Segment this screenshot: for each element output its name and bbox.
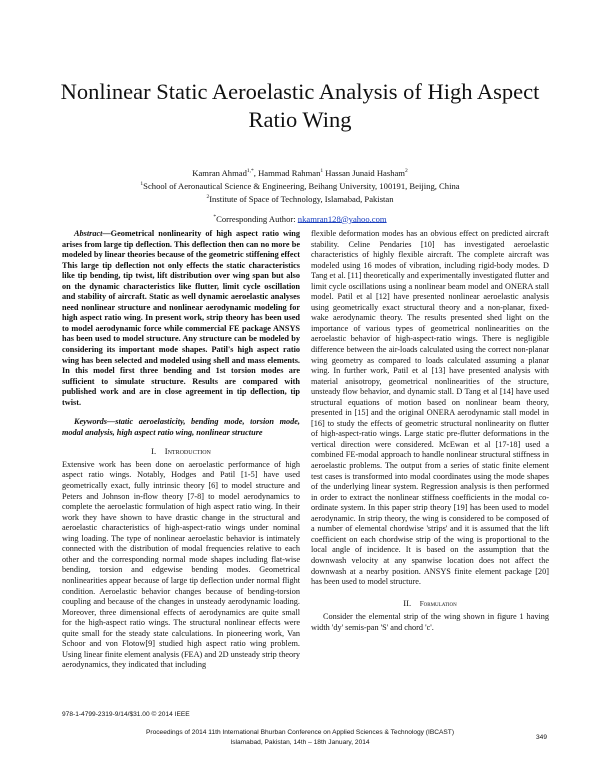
intro-paragraph-right: flexible deformation modes has an obvious effect on predicted aircraft stability. Celine Pendaries [10] has investigated aeroelastic characteristics of highly flexible aircraft. The complete aircraft was modeled using 16 modes of vibration, including rigid-body modes. D Tang et al. [11] theoretically and experimentally investigated flutter and limit cycle oscillations using a nonlinear beam model and ONERA stall model. Patil et al [12] have presented nonlinear aeroelastic analysis using geometrically exact structural theory and a non-planar, fixed-wake aerodynamic theory. The results presented shed light on the importance of various types of geometrical nonlinearities on the aeroelastic behavior of high-aspect-ratio wings. There is negligible difference between the air-loads calculated using the correct non-planar wing geometry as compared to loads calculated assuming a planar wing. In further work, Patil et al [13] have presented analysis with material anisotropy, geometrical nonlinearities of the structure, unsteady flow behavior, and dynamic stall. D Tang et al [14] have used structural equations of motion based on nonlinear beam theory, presented in [15] and the original ONERA aerodynamic stall model in [16] to study the effects of geometric structural nonlinearity on flutter of high-aspect-ratio wings. Large static pre-flutter deformations in the vertical direction were considered. McEwan et al [17-18] used a combined FE-modal approach to handle nonlinear structural stiffness in aeroelastic problems. The output from a series of static finite element test cases is transformed into modal coordinates using the mode shapes of the underlying linear system. Regression analysis is then performed in order to extract the nonlinear stiffness coefficients in the modal co-ordinate system. In this paper strip theory [19] has been used to model aerodynamic. In strip theory, the wing is considered to be composed of a number of elemental chordwise 'strips' and it is assumed that the lift coefficient on each chordwise strip of the wing is proportional to the local angle of incidence. It is based on the assumption that the downwash velocity at any spanwise location does not affect the downwash at a nearby position. ANSYS finite element package [20] has been used to model structure. xyxy=(311,229,549,587)
section-heading-introduction xyxy=(62,446,300,457)
formulation-paragraph: Consider the elemental strip of the wing shown in figure 1 having width 'dy' semis-pan 'S' and chord 'c'. xyxy=(311,612,549,632)
paper-title: Nonlinear Static Aeroelastic Analysis of High Aspect Ratio Wing xyxy=(60,79,540,132)
author-1-sup: 1,* xyxy=(246,168,254,174)
left-column xyxy=(62,229,300,671)
abstract-label: Abstract xyxy=(74,229,103,238)
keywords: Keywords—static aeroelasticity, bending mode, torsion mode, modal analysis, high aspect ratio wing, nonlinear structure xyxy=(62,417,300,437)
author-2: , Hammad Rahman xyxy=(253,167,321,178)
section-heading-formulation xyxy=(311,598,549,610)
affiliation-2 xyxy=(60,192,540,205)
section-number: I. xyxy=(151,446,157,457)
corr-label: Corresponding Author: xyxy=(216,213,298,224)
proceedings-line-1: Proceedings of 2014 11th International Bhurban Conference on Applied Sciences & Technology (IBCAST) xyxy=(145,729,455,736)
author-block xyxy=(60,166,540,224)
abstract-text: —Geometrical nonlinearity of high aspect ratio wing arises from large tip deflection. This deflection then can no more be modeled by linear theories because of the geometric stiffening effect This large tip deflection not only effects the static characteristics like tip bending, tip twist, lift distribution over wing span but also on the dynamic characteristics like flutter, limit cycle oscillation and stability of aircraft. Static as well dynamic aeroelastic analyses need nonlinear structure and nonlinear aerodynamic modeling for high aspect ratio wing. In present work, strip theory has been used to model aerodynamic force while commercial FE package ANSYS has been used to model structure. Any structure can be modeled by considering its important mode shapes. Patil's high aspect ratio wing has been selected and modeled using shell and mass elements. In this model first three bending and 1st torsion modes are sufficient to simulate structure. Results are compared with published work and are in close agreement in tip deflection, tip twist. xyxy=(62,229,300,407)
section-number: II. xyxy=(403,597,412,608)
corr-sup: * xyxy=(213,213,217,220)
corresponding-author xyxy=(60,212,540,225)
author-names xyxy=(60,166,540,179)
affiliation-1 xyxy=(60,179,540,192)
author-3-sup: 2 xyxy=(405,168,408,174)
aff2-text: Institute of Space of Technology, Islamabad, Pakistan xyxy=(209,193,394,204)
aff1-sup: 1 xyxy=(140,180,144,187)
right-column xyxy=(311,229,549,633)
page-number: 349 xyxy=(536,734,548,741)
author-3: Hassan Junaid Hasham xyxy=(323,167,405,178)
author-2-sup: 1 xyxy=(320,168,324,174)
email-link[interactable]: nkamran128@yahoo.com xyxy=(297,213,387,224)
proceedings-line-2: Islamabad, Pakistan, 14th – 18th January, 2014 xyxy=(230,739,370,746)
section-title: Introduction xyxy=(164,446,211,457)
copyright-line: 978-1-4799-2319-9/14/$31.00 © 2014 IEEE xyxy=(62,711,190,718)
section-title: Formulation xyxy=(419,599,457,608)
intro-paragraph-left: Extensive work has been done on aeroelastic performance of high aspect ratio wings. Notably, Hodges and Patil [1-5] have used geometrically exact, fully intrinsic theory [6] to model structure and Peters and Johnson in-flow theory [7-8] to model aerodynamics to complete the aeroelastic formulation of high aspect ratio wing. In their work they have shown to have drastic change in the structural and aeroelastic characteristics of high-aspect-ratio wings under nominal wing loading. The type of nonlinear aeroelastic behavior is intimately connected with the distribution of modal frequencies relative to each other and the corresponding normal mode shapes including flat-wise bending, torsion and edgewise bending modes. Geometrical nonlinearities appear because of large tip deflection under normal flight condition. Aeroelastic behavior changes because of bending-torsion coupling and because of the changes in unsteady aerodynamic loading. Moreover, three dimensional effects of aerodynamics are quite small for the high-aspect ratio wings. The structural nonlinear effects were quite small for the steady state calculations. In pioneering work, Van Schoor and von Flotow[9] studied high aspect ratio wing problem. Using linear finite element analysis (FEA) and 2D unsteady strip theory aerodynamics, they indicated that including xyxy=(62,459,300,670)
proceedings-footer xyxy=(60,728,540,748)
author-1: Kamran Ahmad xyxy=(192,167,247,178)
aff1-text: School of Aeronautical Science & Engineering, Beihang University, 100191, Beijing, China xyxy=(143,180,460,191)
aff2-sup: 2 xyxy=(206,193,210,200)
abstract xyxy=(62,229,300,408)
